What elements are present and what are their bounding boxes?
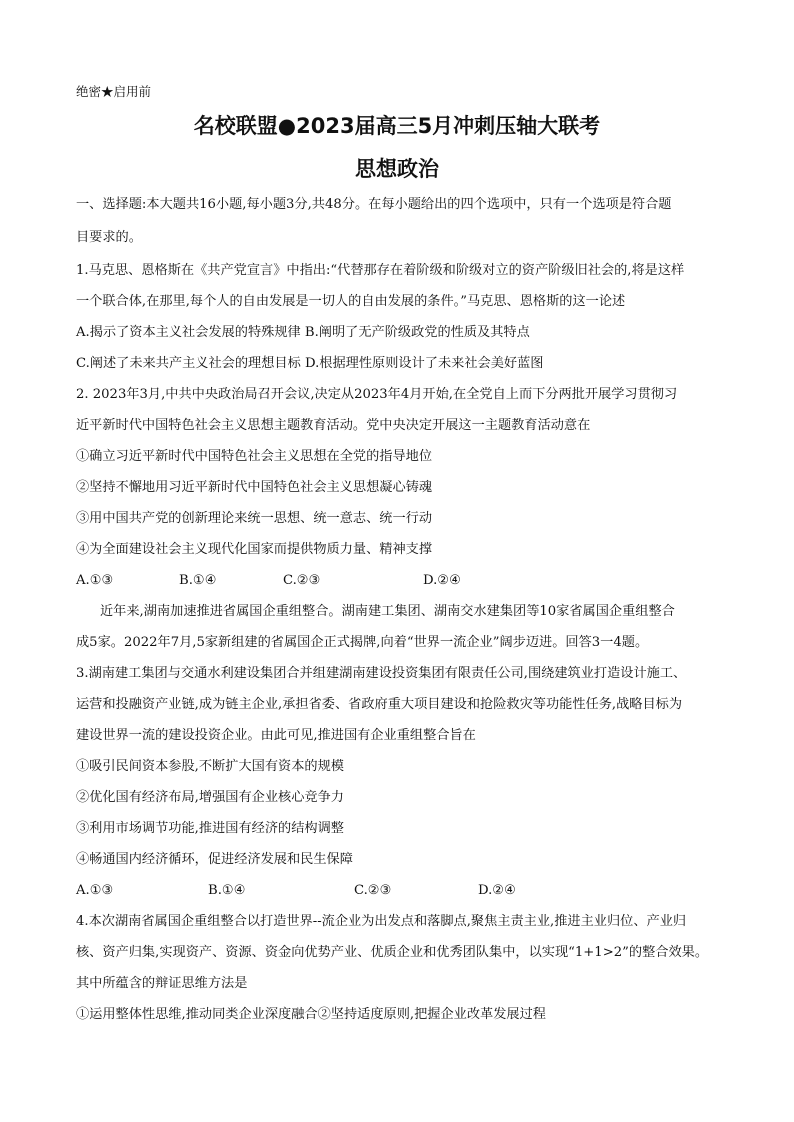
q2-item-3: ③用中国共产党的创新理论来统一思想、统一意志、统一行动 (76, 511, 433, 526)
q4-stem-line2: 核、资产归集,实现资产、资源、资金向优势产业、优质企业和优秀团队集中，以实现“1+1>2”的整合效果。 (76, 945, 709, 960)
q3-option-c: C.②③ (354, 883, 392, 898)
q3-item-1: ①吸引民间资本参股,不断扩大国有资本的规模 (76, 759, 344, 774)
q1-options-line2: C.阐述了未来共产主义社会的理想目标 D.根据理性原则设计了未来社会美好蓝图 (76, 356, 544, 371)
confidential-label: 绝密★启用前 (76, 84, 152, 99)
q1-stem-line2: 一个联合体,在那里,每个人的自由发展是一切人的自由发展的条件。”马克思、恩格斯的这一论述 (76, 294, 626, 309)
q3-stem-line2: 运营和投融资产业链,成为链主企业,承担省委、省政府重大项目建设和抢险救灾等功能性任务,战略目标为 (76, 697, 683, 712)
q3-option-d: D.②④ (478, 883, 516, 898)
q2-item-1: ①确立习近平新时代中国特色社会主义思想在全党的指导地位 (76, 449, 433, 464)
exam-title: 名校联盟●2023届高三5月冲刺压轴大联考 (193, 114, 601, 138)
q3-item-2: ②优化国有经济布局,增强国有企业核心竞争力 (76, 790, 344, 805)
q3-item-3: ③利用市场调节功能,推进国有经济的结构调整 (76, 821, 344, 836)
material-line1: 近年来,湖南加速推进省属国企重组整合。湖南建工集团、湖南交水建集团等10家省属国企重组整合 (100, 604, 675, 619)
material-line2: 成5家。2022年7月,5家新组建的省属国企正式揭牌,向着“世界一流企业”阔步迈进。回答3一4题。 (76, 635, 649, 650)
q4-item-1: ①运用整体性思维,推动同类企业深度融合②坚持适度原则,把握企业改革发展过程 (76, 1007, 546, 1022)
q4-stem-line1: 4.本次湖南省属国企重组整合以打造世界--流企业为出发点和落脚点,聚焦主责主业,推进主业归位、产业归 (76, 914, 687, 929)
q3-stem-line3: 建设世界一流的建设投资企业。由此可见,推进国有企业重组整合旨在 (76, 728, 476, 743)
q2-option-a: A.①③ (76, 573, 114, 588)
q3-stem-line1: 3.湖南建工集团与交通水利建设集团合并组建湖南建设投资集团有限责任公司,围绕建筑业打造设计施工、 (76, 666, 687, 681)
q3-item-4: ④畅通国内经济循环，促进经济发展和民生保障 (76, 852, 353, 867)
q1-stem-line1: 1.马克思、恩格斯在《共产党宣言》中指出:“代替那存在着阶级和阶级对立的资产阶级旧社会的,将是这样 (76, 263, 685, 278)
q2-stem-line2: 近平新时代中国特色社会主义思想主题教育活动。党中央决定开展这一主题教育活动意在 (76, 418, 591, 433)
q1-options-line1: A.揭示了资本主义社会发展的特殊规律 B.阐明了无产阶级政党的性质及其特点 (76, 325, 530, 340)
q2-stem-line1: 2. 2023年3月,中共中央政治局召开会议,决定从2023年4月开始,在全党自上而下分两批开展学习贯彻习 (76, 387, 678, 402)
section-intro-line1: 一、选择题:本大题共16小题,每小题3分,共48分。在每小题给出的四个选项中，只有一个选项是符合题 (76, 197, 672, 212)
q2-option-d: D.②④ (423, 573, 461, 588)
q2-option-b: B.①④ (179, 573, 217, 588)
q2-option-c: C.②③ (283, 573, 321, 588)
q4-stem-line3: 其中所蕴含的辩证思维方法是 (76, 976, 248, 991)
q2-item-2: ②坚持不懈地用习近平新时代中国特色社会主义思想凝心铸魂 (76, 480, 433, 495)
q3-option-b: B.①④ (208, 883, 246, 898)
q2-item-4: ④为全面建设社会主义现代化国家而提供物质力量、精神支撑 (76, 542, 433, 557)
subject-title: 思想政治 (355, 157, 439, 181)
section-intro-line2: 目要求的。 (76, 230, 142, 245)
q3-option-a: A.①③ (76, 883, 114, 898)
